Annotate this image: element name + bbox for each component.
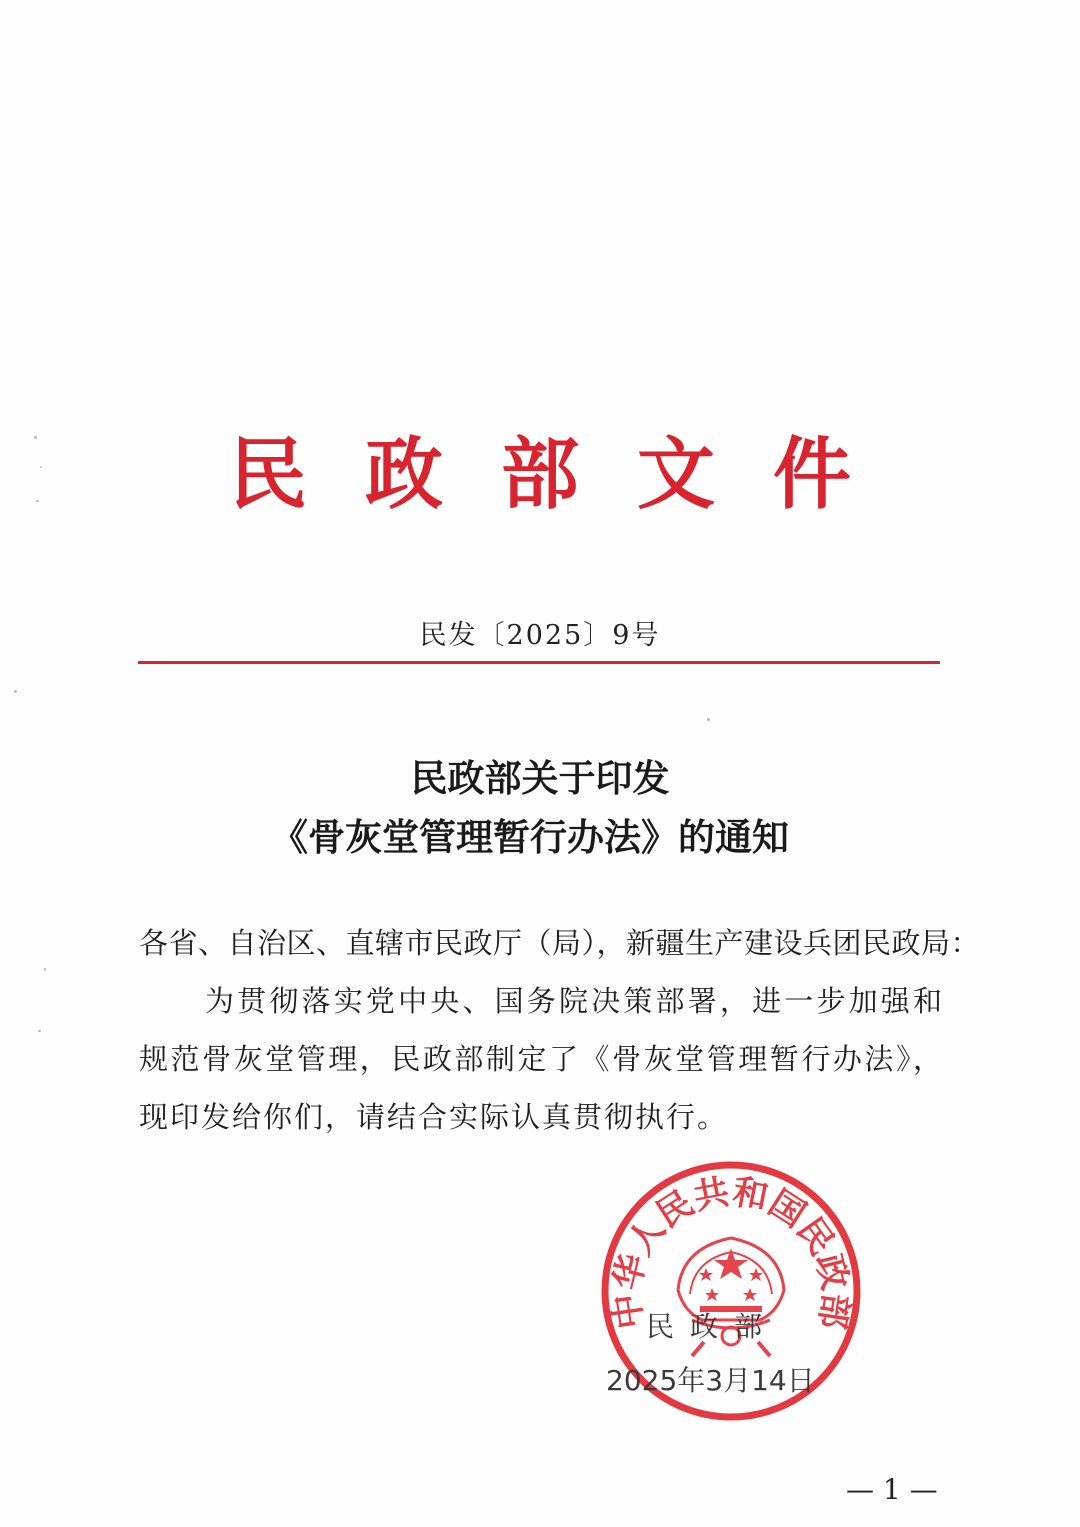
- signature-organization: 民政部: [646, 1310, 779, 1343]
- scan-speck: [44, 968, 46, 971]
- salutation: 各省、自治区、直辖市民政厅（局），新疆生产建设兵团民政局：: [139, 926, 981, 960]
- scan-speck: [40, 466, 42, 468]
- scan-speck: [34, 436, 37, 439]
- document-issuer-header: 民政部文件: [228, 429, 909, 520]
- scan-speck: [707, 718, 710, 721]
- document-number: 民发〔2025〕9号: [419, 620, 661, 651]
- red-separator-line: [138, 661, 940, 664]
- page-number: — 1 —: [846, 1473, 938, 1506]
- scan-speck: [38, 1030, 41, 1032]
- scan-speck: [36, 500, 39, 502]
- notice-title-line-2: 《骨灰堂管理暂行办法》的通知: [271, 815, 789, 859]
- signature-date: 2025年3月14日: [606, 1364, 815, 1397]
- notice-title-line-1: 民政部关于印发: [410, 756, 670, 800]
- body-paragraph: 为贯彻落实党中央、国务院决策部署，进一步加强和规范骨灰堂管理，民政部制定了《骨灰堂管理暂行办法》，现印发给你们，请结合实际认真贯彻执行。: [139, 984, 944, 1134]
- scan-speck: [14, 690, 17, 693]
- seal-ring-text: 中华人民共和国民政部: [606, 1172, 856, 1332]
- emblem-stars-icon: [699, 1248, 763, 1301]
